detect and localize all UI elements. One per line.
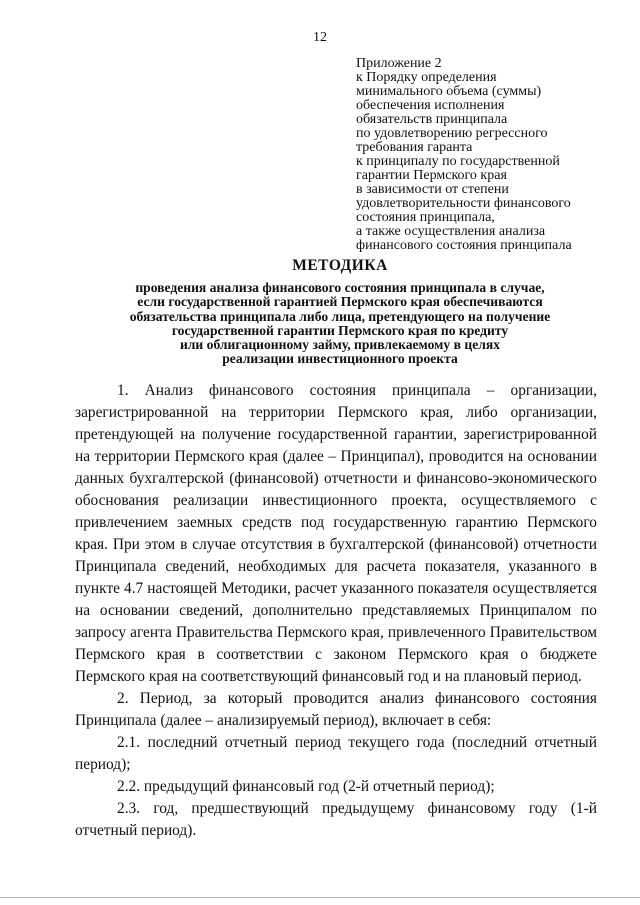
appendix-line: по удовлетворению регрессного (356, 126, 548, 141)
appendix-line: в зависимости от степени (356, 182, 509, 197)
appendix-line: к Порядку определения (356, 70, 497, 85)
subtitle-line: обязательства принципала либо лица, претендующего на получение (129, 308, 551, 324)
appendix-line: финансового состояния принципала (356, 238, 572, 253)
page-bottom-rule (0, 897, 640, 898)
document-title: МЕТОДИКА (292, 257, 388, 274)
appendix-line: обеспечения исполнения (356, 98, 505, 113)
appendix-line: требования гаранта (356, 140, 473, 155)
appendix-line: Приложение 2 (356, 56, 442, 71)
document-subtitle (100, 281, 580, 367)
subtitle-line: реализации инвестиционного проекта (222, 351, 458, 367)
appendix-line: минимального объема (суммы) (356, 84, 542, 99)
appendix-line: к принципалу по государственной (356, 154, 560, 169)
page-number: 12 (313, 30, 327, 45)
paragraph-1: 1. Анализ финансового состояния принципала – организации, зарегистрированной на территории Пермского края, либо организации, претендующей на получение государственной гарантии, зарегистрированной на территории Пермского края (далее – Принципал), проводится на основании данных бухгалтерской (финансовой) отчетности и финансово-экономического обоснования реализации инвестиционного проекта, осуществляемого с привлечением заемных средств под государственную гарантию Пермского края. При этом в случае отсутствия в бухгалтерской (финансовой) отчетности Принципала сведений, необходимых для расчета показателя, указанного в пункте 4.7 настоящей Методики, расчет указанного показателя осуществляется на основании сведений, дополнительно представляемых Принципалом по запросу агента Правительства Пермского края, привлеченного Правительством Пермского края в соответствии с законом Пермского края о бюджете Пермского края на соответствующий финансовый год и на плановый период. (75, 382, 597, 685)
subtitle-line: государственной гарантии Пермского края по кредиту (171, 322, 509, 338)
appendix-line: обязательств принципала (356, 112, 508, 127)
subtitle-line: или облигационному займу, привлекаемому в целях (179, 337, 501, 353)
appendix-line: удовлетворительности финансового (356, 196, 571, 211)
subtitle-line: если государственной гарантией Пермского края обеспечиваются (137, 294, 543, 310)
appendix-line: состояния принципала, (356, 210, 495, 225)
paragraph-2: 2. Период, за который проводится анализ финансового состояния Принципала (далее – анализируемый период), включает в себя: (75, 690, 597, 729)
appendix-line: гарантии Пермского края (356, 168, 507, 183)
subtitle-line: проведения анализа финансового состояния принципала в случае, (135, 280, 545, 295)
paragraph-2-2: 2.2. предыдущий финансовый год (2-й отчетный период); (117, 778, 495, 795)
appendix-header (356, 57, 616, 253)
document-body (75, 380, 597, 842)
appendix-line: а также осуществления анализа (356, 224, 546, 239)
paragraph-2-1: 2.1. последний отчетный период текущего года (последний отчетный период); (75, 734, 597, 773)
paragraph-2-3: 2.3. год, предшествующий предыдущему финансовому году (1-й отчетный период). (75, 800, 597, 839)
